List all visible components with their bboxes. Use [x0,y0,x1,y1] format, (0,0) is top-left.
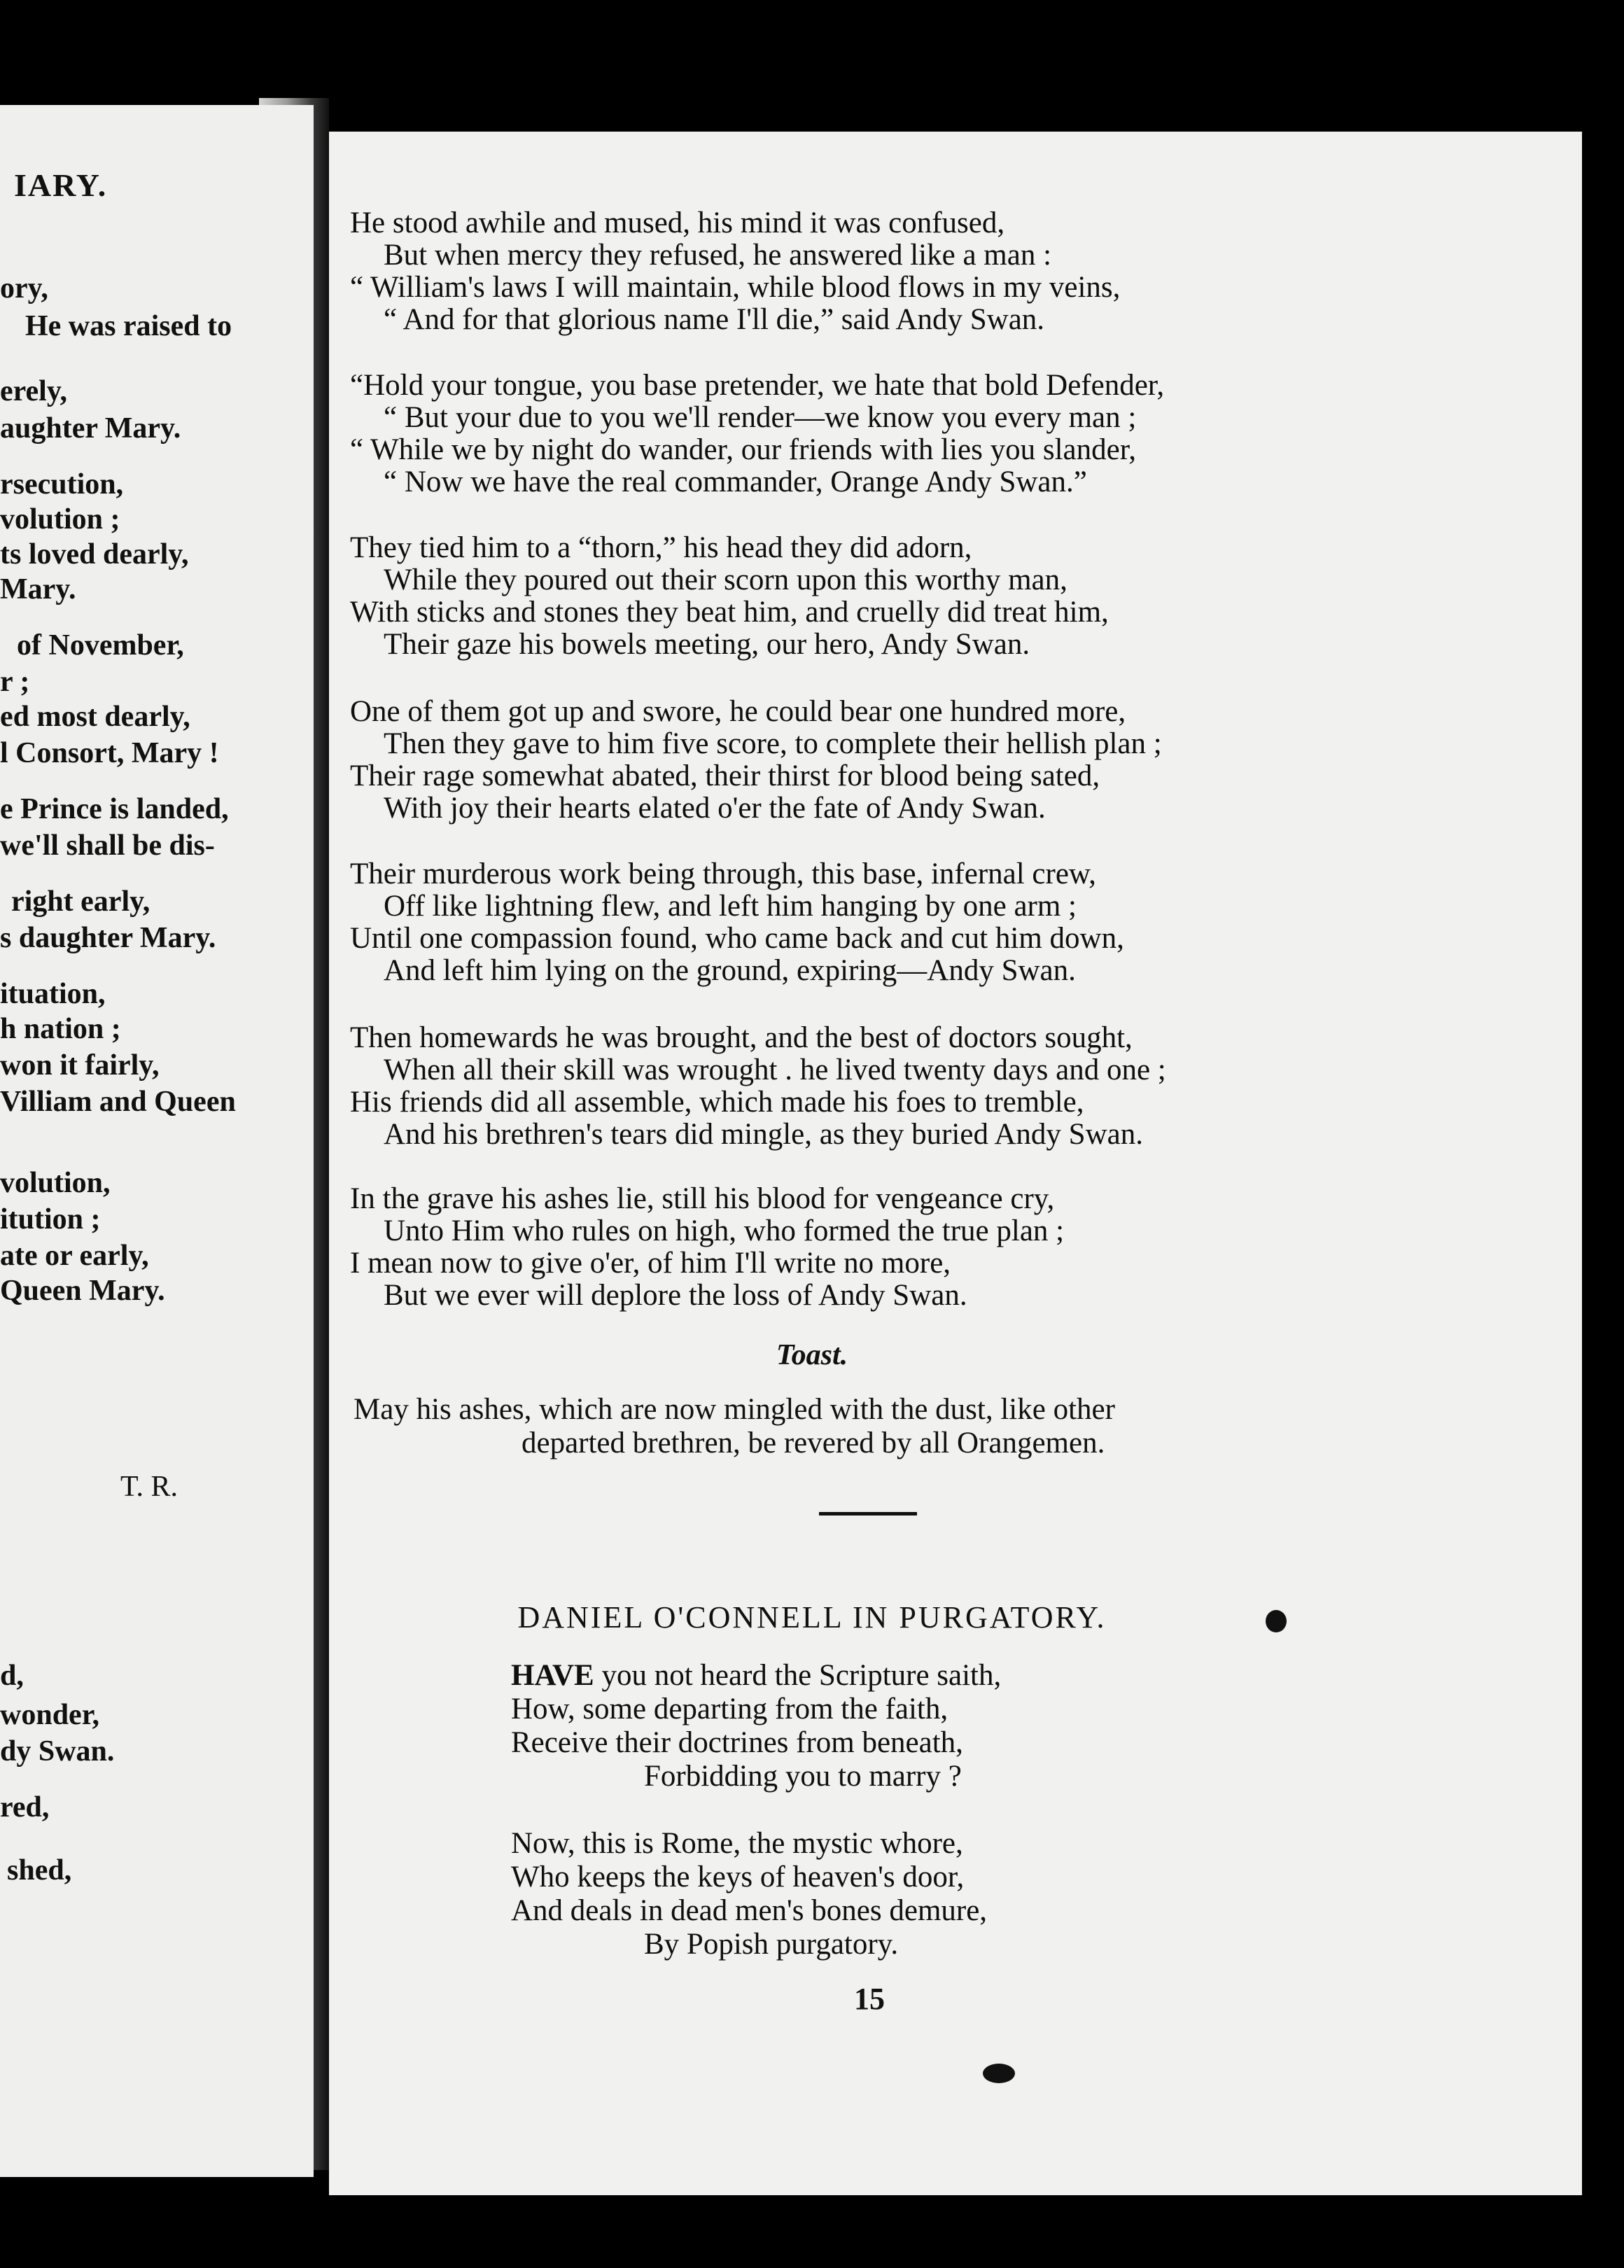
left-line: red, [0,1791,50,1823]
verse-line: With joy their hearts elated o'er the fate of Andy Swan. [384,792,1046,825]
page-number: 15 [854,1982,885,2016]
left-line: we'll shall be dis- [0,830,215,862]
left-line: IARY. [14,167,108,203]
verse-line: “Hold your tongue, you base pretender, we hate that bold Defender, [350,369,1165,402]
stanza [350,858,1435,987]
verse-line: And his brethren's tears did mingle, as they buried Andy Swan. [384,1118,1143,1151]
left-line: dy Swan. [0,1735,115,1768]
stanza [350,370,1435,498]
stanza [350,696,1435,825]
left-line: T. R. [120,1471,178,1503]
poem-title: DANIEL O'CONNELL IN PURGATORY. [517,1600,1107,1634]
verse-line: How, some departing from the faith, [511,1693,948,1726]
verse-line: One of them got up and swore, he could bear one hundred more, [350,695,1126,728]
left-line: ts loved dearly, [0,538,189,570]
toast-heading: Toast. [776,1339,848,1371]
verse-text: you not heard the Scripture saith, [594,1659,1002,1692]
left-line: ituation, [0,978,106,1010]
left-line: Villiam and Queen [0,1086,236,1118]
left-line: volution, [0,1167,111,1199]
stanza [350,1183,1435,1312]
verse-line: “ But your due to you we'll render—we know you every man ; [384,401,1137,434]
verse-line: “ Now we have the real commander, Orange Andy Swan.” [384,465,1087,498]
left-line: s daughter Mary. [0,922,216,954]
verse-line: In the grave his ashes lie, still his blood for vengeance cry, [350,1182,1055,1215]
verse-line: By Popish purgatory. [644,1928,899,1961]
left-line: ate or early, [0,1240,149,1272]
left-line: He was raised to [25,310,232,342]
toast-paragraph [354,1393,1404,1460]
left-line: ory, [0,272,48,304]
verse-line: When all their skill was wrought . he lived twenty days and one ; [384,1054,1166,1086]
left-line: erely, [0,375,68,407]
left-line: r ; [0,666,30,698]
verse-line: Until one compassion found, who came back and cut him down, [350,922,1124,955]
left-line: aughter Mary. [0,412,181,444]
left-line: itution ; [0,1203,101,1236]
left-line: volution ; [0,503,120,536]
toast-line: May his ashes, which are now mingled with the dust, like other [354,1393,1115,1426]
verse-line: “ While we by night do wander, our friends with lies you slander, [350,433,1137,466]
toast-line: departed brethren, be revered by all Orangemen. [522,1427,1105,1460]
left-line: Mary. [0,573,76,606]
verse-line: Their murderous work being through, this base, infernal crew, [350,858,1096,890]
stanza [350,532,1435,661]
stanza [350,1022,1435,1151]
ink-spot [1266,1610,1287,1632]
poem-stanzas [511,1659,1001,1961]
left-line: e Prince is landed, [0,793,229,825]
verse-line: He stood awhile and mused, his mind it was confused, [350,206,1005,239]
section-divider [819,1512,917,1516]
verse-line: His friends did all assemble, which made his foes to tremble, [350,1086,1084,1119]
verse-line: Forbidding you to marry ? [644,1760,962,1793]
verse-line: Unto Him who rules on high, who formed the true plan ; [384,1214,1065,1247]
verse-line: Off like lightning flew, and left him hanging by one arm ; [384,890,1077,923]
verse-line: Then homewards he was brought, and the best of doctors sought, [350,1021,1133,1054]
drop-word: HAVE [511,1659,594,1692]
left-line: won it fairly, [0,1049,160,1082]
verse-line: But when mercy they refused, he answered like a man : [384,239,1052,272]
verse-line [511,1659,1001,1693]
left-line: wonder, [0,1699,99,1731]
left-line: shed, [7,1854,72,1886]
left-line: right early, [11,886,150,918]
verse-line: While they poured out their scorn upon this worthy man, [384,564,1068,596]
verse-line: But we ever will deplore the loss of Andy Swan. [384,1279,967,1312]
verse-line: Now, this is Rome, the mystic whore, [511,1827,963,1860]
left-line: l Consort, Mary ! [0,737,219,769]
left-line: Queen Mary. [0,1275,165,1307]
verse-line: “ And for that glorious name I'll die,” said Andy Swan. [384,303,1045,336]
left-line: ed most dearly, [0,701,190,733]
left-line: h nation ; [0,1013,121,1045]
verse-line: Then they gave to him five score, to complete their hellish plan ; [384,727,1162,760]
ink-spot [983,2064,1015,2083]
verse-line: And deals in dead men's bones demure, [511,1894,988,1927]
left-line: d, [0,1660,24,1692]
verse-line: Their rage somewhat abated, their thirst for blood being sated, [350,760,1100,792]
verse-line: I mean now to give o'er, of him I'll write no more, [350,1247,951,1280]
verse-line: And left him lying on the ground, expiring—Andy Swan. [384,954,1076,987]
left-page-fragment [0,105,314,2177]
verse-line: They tied him to a “thorn,” his head they did adorn, [350,531,972,564]
stanza [350,207,1435,336]
verse-line: “ William's laws I will maintain, while blood flows in my veins, [350,271,1121,304]
verse-line: With sticks and stones they beat him, and cruelly did treat him, [350,596,1109,629]
verse-line: Their gaze his bowels meeting, our hero, Andy Swan. [384,628,1030,661]
left-line: of November, [17,629,184,662]
verse-line: Receive their doctrines from beneath, [511,1726,963,1759]
verse-line: Who keeps the keys of heaven's door, [511,1861,965,1893]
left-line: rsecution, [0,468,124,500]
